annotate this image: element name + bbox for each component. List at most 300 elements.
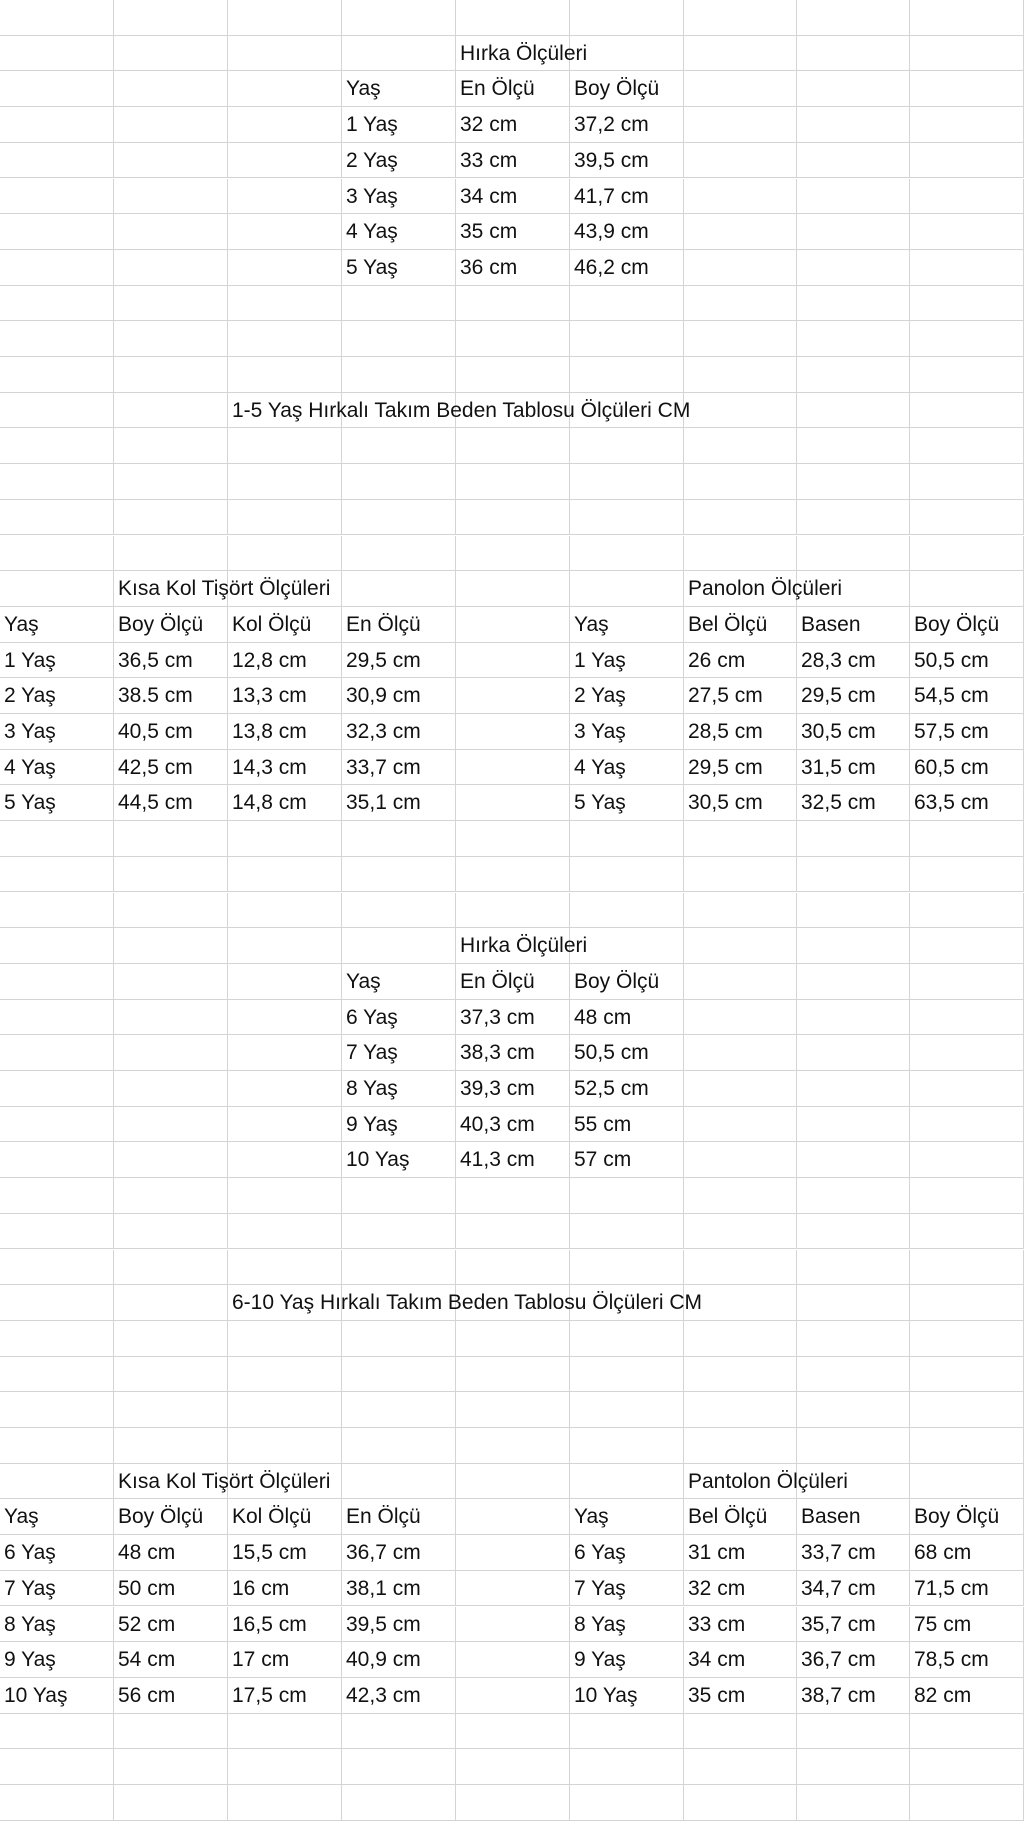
empty-cell[interactable] xyxy=(684,286,797,322)
hirka-header-cell[interactable]: Boy Ölçü xyxy=(570,71,684,107)
pants-data-cell[interactable]: 60,5 cm xyxy=(910,750,1024,786)
empty-cell[interactable] xyxy=(797,71,910,107)
empty-cell[interactable] xyxy=(0,250,114,286)
empty-cell[interactable] xyxy=(797,250,910,286)
empty-cell[interactable] xyxy=(228,857,342,893)
empty-cell[interactable] xyxy=(910,357,1024,393)
empty-cell[interactable] xyxy=(228,928,342,964)
empty-cell[interactable] xyxy=(910,36,1024,72)
empty-cell[interactable] xyxy=(342,1428,456,1464)
tshirt-header-cell[interactable]: Kol Ölçü xyxy=(228,1499,342,1535)
empty-cell[interactable] xyxy=(797,214,910,250)
hirka-data-cell[interactable]: 37,3 cm xyxy=(456,1000,570,1036)
tshirt-data-cell[interactable]: 1 Yaş xyxy=(0,643,114,679)
hirka-data-cell[interactable]: 50,5 cm xyxy=(570,1035,684,1071)
hirka-data-cell[interactable]: 9 Yaş xyxy=(342,1107,456,1143)
empty-cell[interactable] xyxy=(0,36,114,72)
pants-data-cell[interactable]: 63,5 cm xyxy=(910,785,1024,821)
empty-cell[interactable] xyxy=(684,1035,797,1071)
empty-cell[interactable] xyxy=(456,1464,570,1500)
empty-cell[interactable] xyxy=(114,964,228,1000)
empty-cell[interactable] xyxy=(114,1142,228,1178)
tshirt-data-cell[interactable]: 6 Yaş xyxy=(0,1535,114,1571)
empty-cell[interactable] xyxy=(228,250,342,286)
empty-cell[interactable] xyxy=(0,1107,114,1143)
empty-cell[interactable] xyxy=(910,1464,1024,1500)
empty-cell[interactable] xyxy=(342,1321,456,1357)
tshirt-data-cell[interactable]: 12,8 cm xyxy=(228,643,342,679)
empty-cell[interactable] xyxy=(228,1357,342,1393)
empty-cell[interactable] xyxy=(797,1749,910,1785)
hirka-data-cell[interactable]: 8 Yaş xyxy=(342,1071,456,1107)
empty-cell[interactable] xyxy=(114,1714,228,1750)
empty-cell[interactable] xyxy=(456,321,570,357)
pants-data-cell[interactable]: 33 cm xyxy=(684,1607,797,1643)
pants-data-cell[interactable]: 3 Yaş xyxy=(570,714,684,750)
pants-data-cell[interactable]: 57,5 cm xyxy=(910,714,1024,750)
empty-cell[interactable] xyxy=(910,1142,1024,1178)
pants-data-cell[interactable]: 38,7 cm xyxy=(797,1678,910,1714)
empty-cell[interactable] xyxy=(910,179,1024,215)
empty-cell[interactable] xyxy=(342,464,456,500)
empty-cell[interactable] xyxy=(910,1035,1024,1071)
hirka-data-cell[interactable]: 10 Yaş xyxy=(342,1142,456,1178)
empty-cell[interactable] xyxy=(342,1214,456,1250)
empty-cell[interactable] xyxy=(0,1285,114,1321)
empty-cell[interactable] xyxy=(0,1428,114,1464)
empty-cell[interactable] xyxy=(0,928,114,964)
empty-cell[interactable] xyxy=(114,107,228,143)
empty-cell[interactable] xyxy=(342,1250,456,1286)
empty-cell[interactable] xyxy=(228,321,342,357)
hirka-data-cell[interactable]: 57 cm xyxy=(570,1142,684,1178)
tshirt-data-cell[interactable]: 42,3 cm xyxy=(342,1678,456,1714)
empty-cell[interactable] xyxy=(570,357,684,393)
empty-cell[interactable] xyxy=(456,1428,570,1464)
pants-data-cell[interactable]: 32,5 cm xyxy=(797,785,910,821)
hirka-data-cell[interactable]: 32 cm xyxy=(456,107,570,143)
empty-cell[interactable] xyxy=(0,1178,114,1214)
empty-cell[interactable] xyxy=(797,143,910,179)
hirka-data-cell[interactable]: 36 cm xyxy=(456,250,570,286)
empty-cell[interactable] xyxy=(910,964,1024,1000)
empty-cell[interactable] xyxy=(684,857,797,893)
empty-cell[interactable] xyxy=(114,357,228,393)
empty-cell[interactable] xyxy=(570,1178,684,1214)
tshirt-data-cell[interactable]: 29,5 cm xyxy=(342,643,456,679)
empty-cell[interactable] xyxy=(342,857,456,893)
empty-cell[interactable] xyxy=(456,750,570,786)
pants-data-cell[interactable]: 1 Yaş xyxy=(570,643,684,679)
pants-header-cell[interactable]: Yaş xyxy=(570,607,684,643)
empty-cell[interactable] xyxy=(797,0,910,36)
empty-cell[interactable] xyxy=(910,1392,1024,1428)
empty-cell[interactable] xyxy=(910,1214,1024,1250)
empty-cell[interactable] xyxy=(910,821,1024,857)
empty-cell[interactable] xyxy=(342,893,456,929)
empty-cell[interactable] xyxy=(684,1071,797,1107)
empty-cell[interactable] xyxy=(570,0,684,36)
empty-cell[interactable] xyxy=(570,1392,684,1428)
empty-cell[interactable] xyxy=(228,1428,342,1464)
pants-data-cell[interactable]: 35 cm xyxy=(684,1678,797,1714)
empty-cell[interactable] xyxy=(684,464,797,500)
pants-data-cell[interactable]: 31 cm xyxy=(684,1535,797,1571)
hirka-header-cell[interactable]: Yaş xyxy=(342,71,456,107)
empty-cell[interactable] xyxy=(114,286,228,322)
empty-cell[interactable] xyxy=(797,179,910,215)
empty-cell[interactable] xyxy=(910,1428,1024,1464)
empty-cell[interactable] xyxy=(684,1142,797,1178)
pants-data-cell[interactable]: 5 Yaş xyxy=(570,785,684,821)
tshirt-data-cell[interactable]: 52 cm xyxy=(114,1607,228,1643)
empty-cell[interactable] xyxy=(570,928,684,964)
empty-cell[interactable] xyxy=(797,821,910,857)
empty-cell[interactable] xyxy=(114,1428,228,1464)
tshirt-data-cell[interactable]: 38,1 cm xyxy=(342,1571,456,1607)
pants-header-cell[interactable]: Basen xyxy=(797,607,910,643)
hirka-data-cell[interactable]: 3 Yaş xyxy=(342,179,456,215)
tshirt-data-cell[interactable]: 50 cm xyxy=(114,1571,228,1607)
pants-data-cell[interactable]: 27,5 cm xyxy=(684,678,797,714)
empty-cell[interactable] xyxy=(114,821,228,857)
empty-cell[interactable] xyxy=(910,71,1024,107)
tshirt-data-cell[interactable]: 9 Yaş xyxy=(0,1642,114,1678)
empty-cell[interactable] xyxy=(910,928,1024,964)
empty-cell[interactable] xyxy=(456,500,570,536)
empty-cell[interactable] xyxy=(570,821,684,857)
empty-cell[interactable] xyxy=(910,1321,1024,1357)
empty-cell[interactable] xyxy=(342,321,456,357)
empty-cell[interactable] xyxy=(228,214,342,250)
tshirt-data-cell[interactable]: 7 Yaş xyxy=(0,1571,114,1607)
empty-cell[interactable] xyxy=(0,1464,114,1500)
empty-cell[interactable] xyxy=(684,1357,797,1393)
tshirt-header-cell[interactable]: Boy Ölçü xyxy=(114,607,228,643)
empty-cell[interactable] xyxy=(684,1000,797,1036)
pants-header-cell[interactable]: Basen xyxy=(797,1499,910,1535)
empty-cell[interactable] xyxy=(228,536,342,572)
tshirt-header-cell[interactable]: En Ölçü xyxy=(342,607,456,643)
tshirt-table-title[interactable]: Kısa Kol Tişört Ölçüleri xyxy=(114,571,228,607)
pants-data-cell[interactable]: 82 cm xyxy=(910,1678,1024,1714)
empty-cell[interactable] xyxy=(228,464,342,500)
tshirt-data-cell[interactable]: 40,9 cm xyxy=(342,1642,456,1678)
empty-cell[interactable] xyxy=(114,1071,228,1107)
empty-cell[interactable] xyxy=(570,286,684,322)
pants-data-cell[interactable]: 78,5 cm xyxy=(910,1642,1024,1678)
empty-cell[interactable] xyxy=(342,428,456,464)
tshirt-header-cell[interactable]: Yaş xyxy=(0,607,114,643)
empty-cell[interactable] xyxy=(228,500,342,536)
size-chart-title[interactable]: 6-10 Yaş Hırkalı Takım Beden Tablosu Ölçüleri CM xyxy=(228,1285,342,1321)
empty-cell[interactable] xyxy=(910,893,1024,929)
empty-cell[interactable] xyxy=(228,1250,342,1286)
empty-cell[interactable] xyxy=(570,536,684,572)
pants-data-cell[interactable]: 29,5 cm xyxy=(684,750,797,786)
empty-cell[interactable] xyxy=(910,107,1024,143)
empty-cell[interactable] xyxy=(797,1714,910,1750)
empty-cell[interactable] xyxy=(910,0,1024,36)
empty-cell[interactable] xyxy=(456,1392,570,1428)
tshirt-data-cell[interactable]: 16 cm xyxy=(228,1571,342,1607)
empty-cell[interactable] xyxy=(456,643,570,679)
tshirt-data-cell[interactable]: 36,5 cm xyxy=(114,643,228,679)
hirka-data-cell[interactable]: 4 Yaş xyxy=(342,214,456,250)
empty-cell[interactable] xyxy=(797,857,910,893)
tshirt-data-cell[interactable]: 13,8 cm xyxy=(228,714,342,750)
empty-cell[interactable] xyxy=(910,857,1024,893)
hirka-table-title[interactable]: Hırka Ölçüleri xyxy=(456,928,570,964)
tshirt-data-cell[interactable]: 13,3 cm xyxy=(228,678,342,714)
empty-cell[interactable] xyxy=(684,1321,797,1357)
empty-cell[interactable] xyxy=(0,393,114,429)
empty-cell[interactable] xyxy=(456,857,570,893)
hirka-data-cell[interactable]: 6 Yaş xyxy=(342,1000,456,1036)
empty-cell[interactable] xyxy=(910,1250,1024,1286)
empty-cell[interactable] xyxy=(684,36,797,72)
tshirt-data-cell[interactable]: 38.5 cm xyxy=(114,678,228,714)
empty-cell[interactable] xyxy=(114,536,228,572)
empty-cell[interactable] xyxy=(684,821,797,857)
empty-cell[interactable] xyxy=(342,1464,456,1500)
empty-cell[interactable] xyxy=(456,678,570,714)
empty-cell[interactable] xyxy=(684,1214,797,1250)
tshirt-data-cell[interactable]: 30,9 cm xyxy=(342,678,456,714)
empty-cell[interactable] xyxy=(0,1357,114,1393)
empty-cell[interactable] xyxy=(228,1785,342,1821)
pants-data-cell[interactable]: 34,7 cm xyxy=(797,1571,910,1607)
empty-cell[interactable] xyxy=(228,1071,342,1107)
empty-cell[interactable] xyxy=(0,893,114,929)
empty-cell[interactable] xyxy=(910,1000,1024,1036)
tshirt-data-cell[interactable]: 36,7 cm xyxy=(342,1535,456,1571)
empty-cell[interactable] xyxy=(456,607,570,643)
empty-cell[interactable] xyxy=(342,1749,456,1785)
empty-cell[interactable] xyxy=(684,214,797,250)
empty-cell[interactable] xyxy=(228,36,342,72)
hirka-header-cell[interactable]: Boy Ölçü xyxy=(570,964,684,1000)
tshirt-header-cell[interactable]: Yaş xyxy=(0,1499,114,1535)
empty-cell[interactable] xyxy=(456,1250,570,1286)
pants-data-cell[interactable]: 10 Yaş xyxy=(570,1678,684,1714)
pants-table-title[interactable]: Panolon Ölçüleri xyxy=(684,571,797,607)
empty-cell[interactable] xyxy=(114,179,228,215)
tshirt-header-cell[interactable]: Boy Ölçü xyxy=(114,1499,228,1535)
pants-data-cell[interactable]: 34 cm xyxy=(684,1642,797,1678)
empty-cell[interactable] xyxy=(910,214,1024,250)
empty-cell[interactable] xyxy=(456,714,570,750)
empty-cell[interactable] xyxy=(797,500,910,536)
empty-cell[interactable] xyxy=(342,500,456,536)
empty-cell[interactable] xyxy=(0,1071,114,1107)
tshirt-data-cell[interactable]: 14,8 cm xyxy=(228,785,342,821)
empty-cell[interactable] xyxy=(0,214,114,250)
empty-cell[interactable] xyxy=(797,393,910,429)
tshirt-data-cell[interactable]: 39,5 cm xyxy=(342,1607,456,1643)
empty-cell[interactable] xyxy=(0,1214,114,1250)
pants-data-cell[interactable]: 75 cm xyxy=(910,1607,1024,1643)
empty-cell[interactable] xyxy=(570,1250,684,1286)
empty-cell[interactable] xyxy=(342,1392,456,1428)
empty-cell[interactable] xyxy=(342,1357,456,1393)
empty-cell[interactable] xyxy=(114,1392,228,1428)
empty-cell[interactable] xyxy=(0,500,114,536)
empty-cell[interactable] xyxy=(910,1178,1024,1214)
empty-cell[interactable] xyxy=(684,357,797,393)
pants-data-cell[interactable]: 7 Yaş xyxy=(570,1571,684,1607)
empty-cell[interactable] xyxy=(684,893,797,929)
empty-cell[interactable] xyxy=(0,1785,114,1821)
empty-cell[interactable] xyxy=(114,321,228,357)
empty-cell[interactable] xyxy=(0,321,114,357)
hirka-data-cell[interactable]: 48 cm xyxy=(570,1000,684,1036)
empty-cell[interactable] xyxy=(0,1035,114,1071)
empty-cell[interactable] xyxy=(228,1321,342,1357)
empty-cell[interactable] xyxy=(456,1785,570,1821)
empty-cell[interactable] xyxy=(797,964,910,1000)
empty-cell[interactable] xyxy=(114,1178,228,1214)
empty-cell[interactable] xyxy=(910,250,1024,286)
empty-cell[interactable] xyxy=(114,143,228,179)
tshirt-data-cell[interactable]: 2 Yaş xyxy=(0,678,114,714)
tshirt-data-cell[interactable]: 8 Yaş xyxy=(0,1607,114,1643)
empty-cell[interactable] xyxy=(456,1178,570,1214)
empty-cell[interactable] xyxy=(114,500,228,536)
empty-cell[interactable] xyxy=(342,1785,456,1821)
empty-cell[interactable] xyxy=(456,464,570,500)
empty-cell[interactable] xyxy=(797,286,910,322)
empty-cell[interactable] xyxy=(456,571,570,607)
empty-cell[interactable] xyxy=(910,1071,1024,1107)
empty-cell[interactable] xyxy=(0,1392,114,1428)
empty-cell[interactable] xyxy=(570,321,684,357)
empty-cell[interactable] xyxy=(910,1107,1024,1143)
empty-cell[interactable] xyxy=(797,1107,910,1143)
empty-cell[interactable] xyxy=(570,500,684,536)
empty-cell[interactable] xyxy=(456,1321,570,1357)
empty-cell[interactable] xyxy=(684,1107,797,1143)
empty-cell[interactable] xyxy=(0,1749,114,1785)
empty-cell[interactable] xyxy=(342,36,456,72)
empty-cell[interactable] xyxy=(228,357,342,393)
empty-cell[interactable] xyxy=(114,393,228,429)
hirka-data-cell[interactable]: 41,3 cm xyxy=(456,1142,570,1178)
pants-data-cell[interactable]: 4 Yaş xyxy=(570,750,684,786)
empty-cell[interactable] xyxy=(342,1714,456,1750)
empty-cell[interactable] xyxy=(456,536,570,572)
empty-cell[interactable] xyxy=(114,1357,228,1393)
empty-cell[interactable] xyxy=(0,1000,114,1036)
empty-cell[interactable] xyxy=(684,964,797,1000)
empty-cell[interactable] xyxy=(797,1000,910,1036)
empty-cell[interactable] xyxy=(342,821,456,857)
empty-cell[interactable] xyxy=(910,536,1024,572)
empty-cell[interactable] xyxy=(114,214,228,250)
empty-cell[interactable] xyxy=(684,143,797,179)
empty-cell[interactable] xyxy=(797,1071,910,1107)
empty-cell[interactable] xyxy=(910,1785,1024,1821)
empty-cell[interactable] xyxy=(456,785,570,821)
empty-cell[interactable] xyxy=(797,928,910,964)
empty-cell[interactable] xyxy=(797,321,910,357)
empty-cell[interactable] xyxy=(570,36,684,72)
empty-cell[interactable] xyxy=(570,571,684,607)
empty-cell[interactable] xyxy=(570,1357,684,1393)
pants-data-cell[interactable]: 28,3 cm xyxy=(797,643,910,679)
pants-data-cell[interactable]: 31,5 cm xyxy=(797,750,910,786)
pants-data-cell[interactable]: 8 Yaş xyxy=(570,1607,684,1643)
empty-cell[interactable] xyxy=(456,1571,570,1607)
empty-cell[interactable] xyxy=(684,71,797,107)
hirka-data-cell[interactable]: 7 Yaş xyxy=(342,1035,456,1071)
empty-cell[interactable] xyxy=(0,821,114,857)
empty-cell[interactable] xyxy=(456,1714,570,1750)
empty-cell[interactable] xyxy=(684,0,797,36)
empty-cell[interactable] xyxy=(684,1178,797,1214)
empty-cell[interactable] xyxy=(342,928,456,964)
empty-cell[interactable] xyxy=(797,893,910,929)
pants-data-cell[interactable]: 71,5 cm xyxy=(910,1571,1024,1607)
tshirt-data-cell[interactable]: 40,5 cm xyxy=(114,714,228,750)
hirka-data-cell[interactable]: 33 cm xyxy=(456,143,570,179)
empty-cell[interactable] xyxy=(114,250,228,286)
tshirt-data-cell[interactable]: 44,5 cm xyxy=(114,785,228,821)
empty-cell[interactable] xyxy=(910,1714,1024,1750)
hirka-data-cell[interactable]: 52,5 cm xyxy=(570,1071,684,1107)
empty-cell[interactable] xyxy=(228,179,342,215)
empty-cell[interactable] xyxy=(228,1107,342,1143)
empty-cell[interactable] xyxy=(0,428,114,464)
empty-cell[interactable] xyxy=(114,893,228,929)
empty-cell[interactable] xyxy=(456,893,570,929)
pants-data-cell[interactable]: 26 cm xyxy=(684,643,797,679)
empty-cell[interactable] xyxy=(797,1142,910,1178)
empty-cell[interactable] xyxy=(456,1357,570,1393)
empty-cell[interactable] xyxy=(456,821,570,857)
empty-cell[interactable] xyxy=(684,428,797,464)
empty-cell[interactable] xyxy=(114,1214,228,1250)
empty-cell[interactable] xyxy=(910,393,1024,429)
tshirt-data-cell[interactable]: 56 cm xyxy=(114,1678,228,1714)
empty-cell[interactable] xyxy=(228,893,342,929)
pants-header-cell[interactable]: Bel Ölçü xyxy=(684,1499,797,1535)
empty-cell[interactable] xyxy=(228,1749,342,1785)
tshirt-header-cell[interactable]: En Ölçü xyxy=(342,1499,456,1535)
empty-cell[interactable] xyxy=(797,1785,910,1821)
empty-cell[interactable] xyxy=(114,428,228,464)
empty-cell[interactable] xyxy=(456,286,570,322)
empty-cell[interactable] xyxy=(797,1321,910,1357)
empty-cell[interactable] xyxy=(570,1214,684,1250)
empty-cell[interactable] xyxy=(228,1142,342,1178)
empty-cell[interactable] xyxy=(0,1321,114,1357)
empty-cell[interactable] xyxy=(910,1285,1024,1321)
empty-cell[interactable] xyxy=(114,1785,228,1821)
hirka-header-cell[interactable]: En Ölçü xyxy=(456,71,570,107)
empty-cell[interactable] xyxy=(0,107,114,143)
tshirt-data-cell[interactable]: 32,3 cm xyxy=(342,714,456,750)
empty-cell[interactable] xyxy=(684,250,797,286)
empty-cell[interactable] xyxy=(684,179,797,215)
tshirt-data-cell[interactable]: 10 Yaş xyxy=(0,1678,114,1714)
empty-cell[interactable] xyxy=(570,1714,684,1750)
tshirt-data-cell[interactable]: 35,1 cm xyxy=(342,785,456,821)
pants-data-cell[interactable]: 2 Yaş xyxy=(570,678,684,714)
empty-cell[interactable] xyxy=(0,536,114,572)
empty-cell[interactable] xyxy=(570,464,684,500)
empty-cell[interactable] xyxy=(228,107,342,143)
